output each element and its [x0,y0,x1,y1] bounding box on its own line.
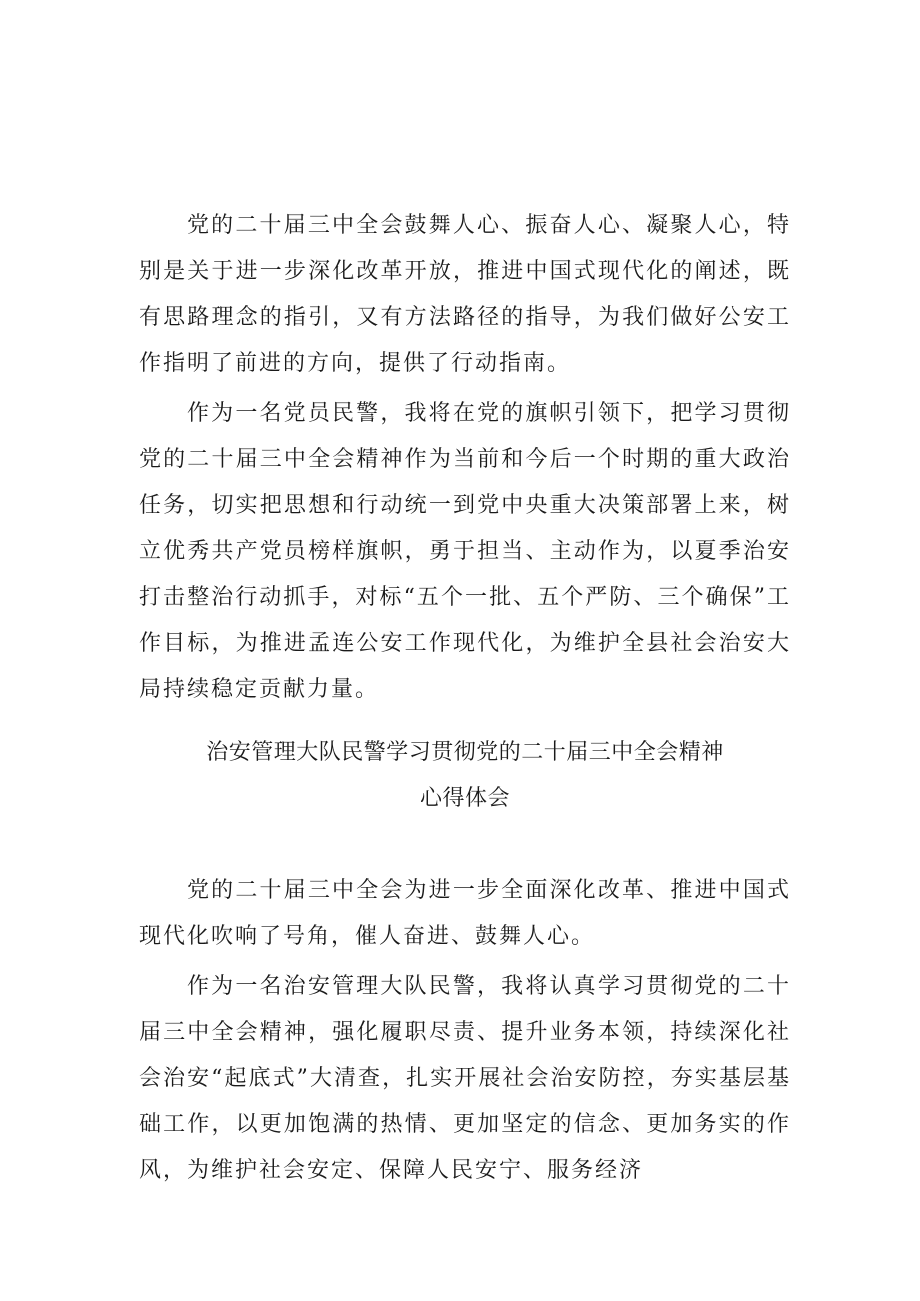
article-2-body [139,868,791,1198]
article-2-title [120,730,810,822]
article-2-paragraph-1: 党的二十届三中全会为进一步全面深化改革、推进中国式现代化吹响了号角，催人奋进、鼓舞人心。 [139,878,791,949]
article-1-paragraph-2: 作为一名党员民警，我将在党的旗帜引领下，把学习贯彻党的二十届三中全会精神作为当前和今后一个时期的重大政治任务，切实把思想和行动统一到党中央重大决策部署上来，树立优秀共产党员榜样旗帜，勇于担当、主动作为，以夏季治安打击整治行动抓手，对标“五个一批、五个严防、三个确保”工作目标，为推进孟连公安工作现代化，为维护全县社会治安大局持续稳定贡献力量。 [139,401,791,702]
article-2-title-line-2: 心得体会 [419,786,510,811]
article-1-body [139,203,791,717]
article-2-paragraph-2: 作为一名治安管理大队民警，我将认真学习贯彻党的二十届三中全会精神，强化履职尽责、提升业务本领，持续深化社会治安“起底式”大清查，扎实开展社会治安防控，夯实基层基础工作，以更加饱满的热情、更加坚定的信念、更加务实的作风，为维护社会安定、保障人民安宁、服务经济 [139,974,791,1183]
article-1-paragraph-1: 党的二十届三中全会鼓舞人心、振奋人心、凝聚人心，特别是关于进一步深化改革开放，推进中国式现代化的阐述，既有思路理念的指引，又有方法路径的指导，为我们做好公安工作指明了前进的方向，提供了行动指南。 [139,213,791,376]
article-2-title-line-1: 治安管理大队民警学习贯彻党的二十届三中全会精神 [206,740,724,765]
